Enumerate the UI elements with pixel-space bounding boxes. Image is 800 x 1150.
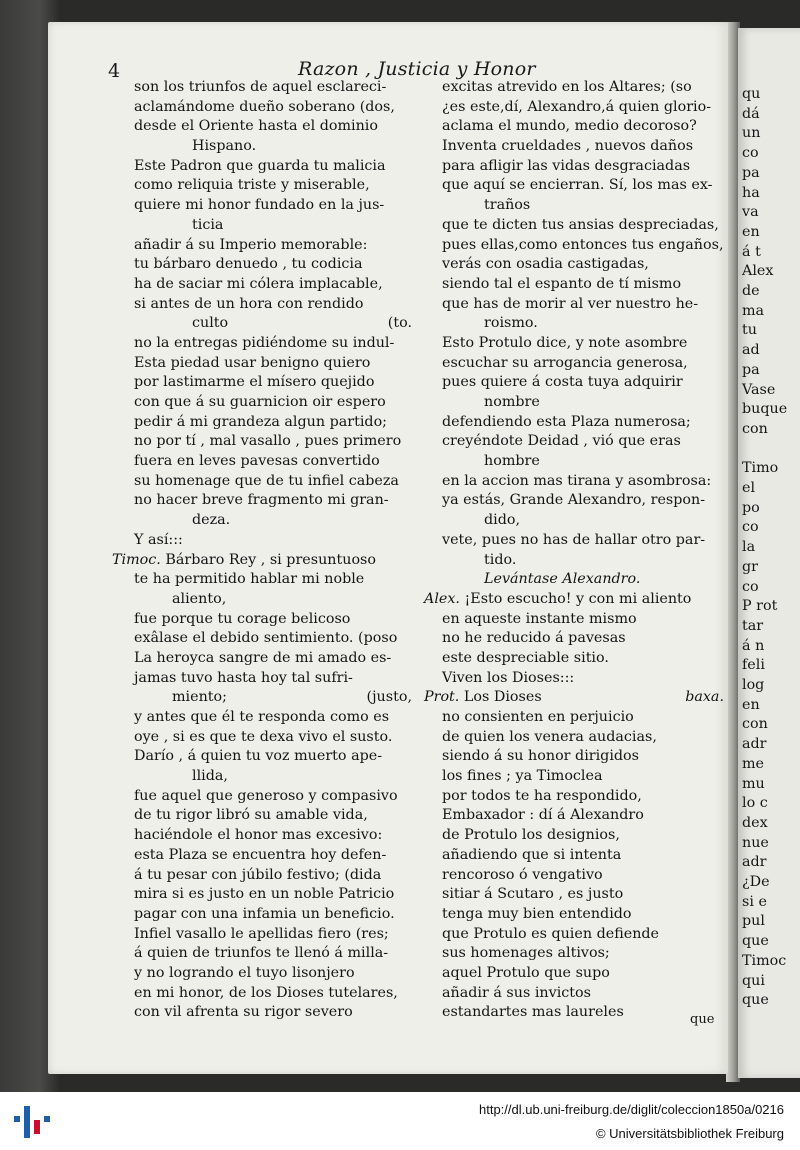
text-line: [112, 925, 412, 945]
text-line: [424, 472, 724, 492]
text-line: [112, 747, 412, 767]
next-page-fragment: que: [742, 933, 769, 950]
text-line: [424, 747, 724, 767]
text-line: [112, 846, 412, 866]
next-page-fragment: co: [742, 578, 759, 595]
verse-text: verás con osadia castigadas,: [442, 256, 649, 273]
next-page-fragment: gr: [742, 558, 758, 575]
verse-text: pedir á mi grandeza algun partido;: [134, 413, 388, 430]
text-line: [112, 255, 412, 275]
text-line: [112, 551, 412, 571]
next-page-fragment: pul: [742, 913, 765, 930]
text-line: [112, 570, 412, 590]
next-page-fragment: ha: [742, 184, 760, 201]
next-page-fragment: Vase: [742, 381, 776, 398]
text-line: [424, 984, 724, 1004]
text-line: [112, 98, 412, 118]
verse-text: escuchar su arrogancia generosa,: [442, 354, 688, 371]
verse-text: aclama el mundo, medio decoroso?: [442, 118, 697, 135]
text-line: [424, 236, 724, 256]
verse-text: defendiendo esta Plaza numerosa;: [442, 413, 691, 430]
verse-text: que aquí se encierran. Sí, los mas ex-: [442, 177, 713, 194]
verse-text: de tu rigor libró su amable vida,: [134, 807, 368, 824]
text-line: [112, 432, 412, 452]
next-page-fragment: Timoc: [742, 952, 787, 969]
text-line: [424, 275, 724, 295]
next-page-fragment: tu: [742, 322, 757, 339]
verse-text: Viven los Dioses:::: [442, 669, 575, 686]
verse-text: traños: [484, 197, 531, 214]
text-line: [424, 649, 724, 669]
next-page-edge: [738, 28, 800, 1078]
verse-text: Esto Protulo dice, y note asombre: [442, 334, 688, 351]
verse-text: no consienten en perjuicio: [442, 709, 634, 725]
text-line: [112, 806, 412, 826]
verse-text: aliento,: [172, 590, 227, 607]
text-line: [112, 984, 412, 1004]
text-line: [112, 176, 412, 196]
text-line: [112, 944, 412, 964]
text-line: [424, 78, 724, 98]
verse-text: y no logrando el tuyo lisonjero: [134, 964, 355, 981]
verse-text: rencoroso ó vengativo: [442, 866, 603, 883]
verse-text: creyéndote Deidad , vió que eras: [442, 433, 681, 450]
verse-text: de quien los venera audacias,: [442, 728, 657, 745]
text-line: [424, 905, 724, 925]
verse-text: como reliquia triste y miserable,: [134, 177, 370, 194]
verse-text: fue porque tu corage belicoso: [134, 610, 351, 627]
verse-text: roismo.: [484, 315, 538, 332]
verse-text: los fines ; ya Timoclea: [442, 768, 603, 785]
verse-text: pues ellas,como entonces tus engaños,: [442, 236, 724, 253]
text-line: [424, 806, 724, 826]
text-line: [424, 826, 724, 846]
next-page-fragment: buque: [742, 401, 788, 418]
text-line: [424, 708, 724, 728]
verse-text: Bárbaro Rey , si presuntuoso: [165, 551, 376, 568]
text-line: [424, 787, 724, 807]
text-line: [112, 295, 412, 315]
verse-text: Inventa crueldades , nuevos daños: [442, 138, 694, 155]
text-line: [112, 905, 412, 925]
verse-text: esta Plaza se encuentra hoy defen-: [134, 846, 387, 863]
text-line: [112, 491, 412, 511]
next-page-fragment: si e: [742, 893, 767, 910]
next-page-fragment: po: [742, 499, 760, 516]
verse-text: y antes que él te responda como es: [134, 709, 390, 725]
text-line: [424, 314, 724, 334]
text-line: [112, 885, 412, 905]
text-line: [424, 255, 724, 275]
verse-text: Los Dioses: [463, 689, 542, 706]
verse-text: que Protulo es quien defiende: [442, 925, 660, 942]
verse-text: Embaxador : dí á Alexandro: [442, 807, 644, 824]
text-line: [424, 216, 724, 236]
text-line: [112, 157, 412, 177]
text-line: [424, 885, 724, 905]
next-page-fragment: mu: [742, 775, 765, 792]
text-line: [112, 590, 412, 610]
verse-text: ticia: [192, 216, 224, 233]
text-line: [424, 373, 724, 393]
viewer-footer: [0, 1092, 800, 1150]
text-line: [112, 1003, 412, 1023]
verse-text: su homenage que de tu infiel cabeza: [134, 472, 399, 489]
text-line: [112, 610, 412, 630]
text-line: [112, 373, 412, 393]
text-line: [424, 393, 724, 413]
verse-text: fuera en leves pavesas convertido: [134, 453, 380, 470]
text-line: [112, 334, 412, 354]
verse-text: ha de saciar mi cólera implacable,: [134, 275, 383, 292]
text-line: [424, 432, 724, 452]
verse-text: añadiendo que si intenta: [442, 846, 622, 863]
text-line: [112, 137, 412, 157]
next-page-fragment: qui: [742, 972, 765, 989]
next-page-fragment: con: [742, 716, 768, 733]
verse-text: vete, pues no has de hallar otro par-: [442, 531, 706, 548]
verse-text: oye , si es que te dexa vivo el susto.: [134, 728, 393, 745]
verse-text: siendo tal el espanto de tí mismo: [442, 275, 682, 292]
next-page-fragment: Alex: [742, 263, 774, 280]
speaker-label: Prot.: [424, 689, 464, 706]
next-page-fragment: adr: [742, 736, 767, 753]
library-logo-icon: [12, 1100, 52, 1142]
text-line: [424, 944, 724, 964]
next-page-fragment: ad: [742, 342, 760, 359]
verse-text: pagar con una infamia un beneficio.: [134, 905, 395, 922]
text-line: [424, 511, 724, 531]
text-line: [424, 334, 724, 354]
line-end-fragment: baxa.: [685, 689, 724, 706]
next-page-fragment: pa: [742, 361, 760, 378]
verse-text: por todos te ha respondido,: [442, 787, 642, 804]
next-page-fragment: á n: [742, 637, 765, 654]
text-line: [112, 669, 412, 689]
text-line: [112, 964, 412, 984]
verse-text: Infiel vasallo le apellidas fiero (res;: [134, 925, 389, 942]
text-line: [424, 117, 724, 137]
verse-text: llida,: [192, 768, 228, 785]
text-line: [424, 1003, 724, 1023]
next-page-fragment: co: [742, 519, 759, 536]
next-page-fragment: Timo: [742, 460, 779, 477]
text-line: [424, 964, 724, 984]
verse-text: te ha permitido hablar mi noble: [134, 571, 365, 588]
verse-text: no he reducido á pavesas: [442, 630, 626, 647]
next-page-fragment: la: [742, 539, 756, 556]
verse-text: Y así:::: [134, 531, 183, 548]
text-line: [424, 925, 724, 945]
text-line: [424, 137, 724, 157]
verse-text: sitiar á Scutaro , es justo: [442, 886, 624, 903]
text-line: [112, 196, 412, 216]
catchword: que: [690, 1012, 715, 1027]
line-end-fragment: (to.: [387, 315, 412, 332]
text-line: [424, 176, 724, 196]
verse-text: siendo á su honor dirigidos: [442, 748, 640, 765]
verse-text: de Protulo los designios,: [442, 827, 620, 844]
verse-text: sus homenages altivos;: [442, 945, 610, 962]
next-page-fragment: va: [742, 204, 759, 221]
text-line: [424, 688, 724, 708]
text-line: [112, 787, 412, 807]
text-line: [424, 846, 724, 866]
verse-text: desde el Oriente hasta el dominio: [134, 118, 378, 135]
next-page-fragment: el: [742, 480, 756, 496]
verse-text: para afligir las vidas desgraciadas: [442, 157, 691, 174]
text-line: [424, 669, 724, 689]
verse-text: á quien de triunfos te llenó á milla-: [134, 945, 389, 962]
verse-text: añadir á su Imperio memorable:: [134, 236, 368, 253]
verse-text: miento;: [172, 689, 227, 706]
verse-text: por lastimarme el mísero quejido: [134, 374, 375, 391]
text-line: [424, 629, 724, 649]
verse-text: Darío , á quien tu voz muerto ape-: [134, 748, 383, 765]
text-line: [112, 866, 412, 886]
text-line: [112, 216, 412, 236]
verse-text: fue aquel que generoso y compasivo: [134, 787, 398, 804]
text-line: [112, 688, 412, 708]
next-page-fragment: que: [742, 992, 769, 1009]
next-page-fragment: co: [742, 145, 759, 162]
text-line: [112, 117, 412, 137]
next-page-fragment: qu: [742, 86, 761, 102]
next-page-fragment: P rot: [742, 598, 778, 615]
text-line: [112, 629, 412, 649]
next-page-fragment: dex: [742, 814, 768, 831]
verse-text: hombre: [484, 453, 540, 470]
text-line: [112, 767, 412, 787]
speaker-label: Alex.: [424, 590, 465, 607]
text-line: [424, 491, 724, 511]
verse-text: son los triunfos de aquel esclareci-: [134, 79, 387, 95]
next-page-fragment: de: [742, 283, 760, 299]
text-line: [112, 452, 412, 472]
verse-text: excitas atrevido en los Altares; (so: [442, 79, 692, 95]
verse-text: este despreciable sitio.: [442, 649, 609, 666]
text-line: [112, 826, 412, 846]
text-line: [112, 472, 412, 492]
next-page-fragment: ¿De: [742, 874, 770, 890]
verse-text: pues quiere á costa tuya adquirir: [442, 374, 683, 391]
next-page-fragment: log: [742, 677, 765, 693]
verse-text: en mi honor, de los Dioses tutelares,: [134, 984, 398, 1001]
text-line: [424, 157, 724, 177]
verse-text: culto: [192, 315, 229, 332]
line-end-fragment: (justo,: [366, 689, 412, 706]
verse-text: con vil afrenta su rigor severo: [134, 1004, 353, 1021]
text-line: [424, 196, 724, 216]
left-text-column: [112, 78, 412, 1023]
speaker-label: Timoc.: [112, 551, 166, 568]
text-line: [112, 78, 412, 98]
next-page-fragment: feli: [742, 657, 765, 674]
text-line: [112, 236, 412, 256]
verse-text: ya estás, Grande Alexandro, respon-: [442, 492, 706, 509]
verse-text: ¿es este,dí, Alexandro,á quien glorio-: [442, 98, 712, 115]
next-page-fragment: me: [742, 755, 765, 772]
page-number: 4: [108, 60, 121, 82]
verse-text: á tu pesar con júbilo festivo; (dida: [134, 866, 382, 883]
text-line: [112, 649, 412, 669]
verse-text: mira si es justo en un noble Patricio: [134, 886, 395, 903]
verse-text: en la accion mas tirana y asombrosa:: [442, 472, 712, 489]
verse-text: no la entregas pidiéndome su indul-: [134, 334, 395, 351]
verse-text: deza.: [192, 512, 231, 529]
text-line: [112, 413, 412, 433]
text-line: [112, 354, 412, 374]
text-line: [424, 531, 724, 551]
verse-text: tu bárbaro denuedo , tu codicia: [134, 256, 363, 273]
next-page-fragment: adr: [742, 854, 767, 871]
verse-text: nombre: [484, 394, 540, 410]
verse-text: quiere mi honor fundado en la jus-: [134, 197, 385, 214]
verse-text: si antes de un hora con rendido: [134, 295, 364, 312]
verse-text: añadir á sus invictos: [442, 984, 591, 1001]
right-text-column: [424, 78, 724, 1023]
verse-text: que has de morir al ver nuestro he-: [442, 295, 699, 312]
text-line: [424, 413, 724, 433]
verse-text: tido.: [484, 551, 517, 568]
verse-text: no hacer breve fragmento mi gran-: [134, 492, 389, 509]
running-title: Razon , Justicia y Honor: [298, 58, 536, 80]
next-page-fragment: pa: [742, 164, 760, 181]
next-page-fragment: á t: [742, 243, 761, 260]
next-page-fragment: lo c: [742, 795, 768, 812]
text-line: [424, 767, 724, 787]
copyright-notice: © Universitätsbibliothek Freiburg: [595, 1126, 784, 1141]
verse-text: jamas tuvo hasta hoy tal sufri-: [134, 669, 353, 686]
verse-text: Este Padron que guarda tu malicia: [134, 157, 386, 174]
verse-text: que te dicten tus ansias despreciadas,: [442, 216, 719, 233]
text-line: [424, 452, 724, 472]
next-page-fragment: un: [742, 125, 761, 142]
text-line: [424, 354, 724, 374]
verse-text: ¡Esto escucho! y con mi aliento: [464, 590, 692, 607]
verse-text: tenga muy bien entendido: [442, 905, 632, 922]
text-line: [424, 728, 724, 748]
text-line: [112, 393, 412, 413]
verse-text: en aqueste instante mismo: [442, 610, 637, 627]
text-line: [112, 531, 412, 551]
source-url[interactable]: http://dl.ub.uni-freiburg.de/diglit/coleccion1850a/0216: [479, 1102, 784, 1117]
text-line: [424, 551, 724, 571]
text-line: [112, 314, 412, 334]
verse-text: aclamándome dueño soberano (dos,: [134, 98, 395, 115]
next-page-fragment: tar: [742, 617, 764, 634]
text-line: [112, 708, 412, 728]
verse-text: Hispano.: [192, 138, 257, 155]
text-line: [112, 728, 412, 748]
verse-text: haciéndole el honor mas excesivo:: [134, 827, 383, 844]
text-line: [112, 275, 412, 295]
verse-text: Levántase Alexandro.: [484, 571, 641, 588]
verse-text: con que á su guarnicion oir espero: [134, 394, 386, 410]
verse-text: exâlase el debido sentimiento. (poso: [134, 630, 398, 647]
text-line: [424, 98, 724, 118]
text-line: [424, 590, 724, 610]
next-page-fragment: ma: [742, 302, 765, 319]
text-line: [424, 866, 724, 886]
next-page-fragment: dá: [742, 105, 760, 122]
text-line: [424, 570, 724, 590]
verse-text: dido,: [484, 512, 521, 529]
next-page-fragment: en: [742, 223, 760, 240]
verse-text: estandartes mas laureles: [442, 1004, 624, 1021]
text-line: [424, 295, 724, 315]
next-page-fragment: con: [742, 420, 768, 437]
next-page-fragment: en: [742, 696, 760, 713]
next-page-fragment: nue: [742, 834, 769, 851]
text-line: [112, 511, 412, 531]
text-line: [424, 610, 724, 630]
verse-text: no por tí , mal vasallo , pues primero: [134, 433, 402, 450]
verse-text: La heroyca sangre de mi amado es-: [134, 649, 392, 666]
verse-text: aquel Protulo que supo: [442, 964, 610, 981]
verse-text: Esta piedad usar benigno quiero: [134, 354, 371, 371]
